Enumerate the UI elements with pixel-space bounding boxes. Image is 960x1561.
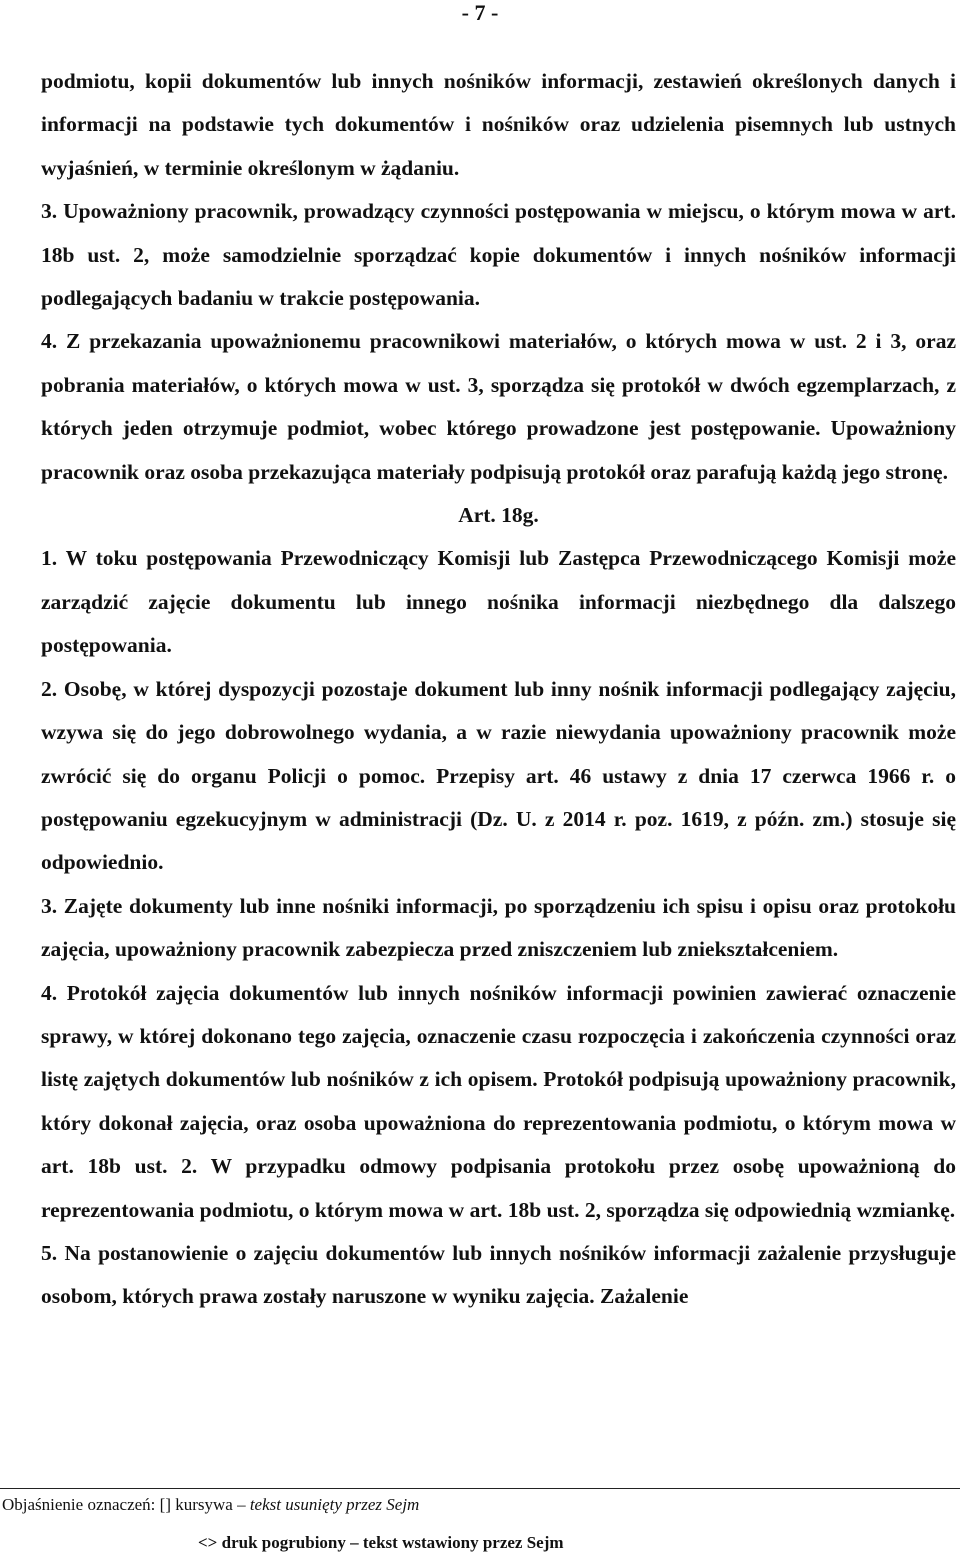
legend-inserted-desc: tekst wstawiony przez Sejm (362, 1533, 564, 1552)
legend-inserted-marker: <> druk pogrubiony (198, 1533, 346, 1552)
article-paragraph-4: 4. Protokół zajęcia dokumentów lub innych nośników informacji powinien zawierać oznaczenie sprawy, w której dokonano tego zajęcia, oznaczenie czasu rozpoczęcia i zakończenia czynności oraz listę zajętych dokumentów lub nośników z ich opisem. Protokół podpisują upoważniony pracownik, który dokonał zajęcia, oraz osoba upoważniona do reprezentowania podmiotu, o którym mowa w art. 18b ust. 2. W przypadku odmowy podpisania protokołu przez osobę upoważnioną do reprezentowania podmiotu, o którym mowa w art. 18b ust. 2, sporządza się odpowiednią wzmiankę. (41, 980, 956, 1222)
legend-deleted-marker: [] kursywa (159, 1495, 233, 1514)
article-paragraph-5: 5. Na postanowienie o zajęciu dokumentów lub innych nośników informacji zażalenie przysługuje osobom, których prawa zostały naruszone w wyniku zajęcia. Zażalenie (41, 1240, 956, 1309)
paragraph-item-3: 3. Upoważniony pracownik, prowadzący czynności postępowania w miejscu, o którym mowa w art. 18b ust. 2, może samodzielnie sporządzać kopie dokumentów i innych nośników informacji podlegających badaniu w trakcie postępowania. (41, 199, 956, 311)
paragraph-continuation: podmiotu, kopii dokumentów lub innych nośników informacji, zestawień określonych danych i informacji na podstawie tych dokumentów i nośników oraz udzielenia pisemnych lub ustnych wyjaśnień, w terminie określonym w żądaniu. (41, 69, 956, 180)
legend-label: Objaśnienie oznaczeń: (2, 1495, 156, 1514)
legend-dash: – (350, 1533, 359, 1552)
legend-dash: – (237, 1495, 246, 1514)
article-heading: Art. 18g. (458, 503, 539, 528)
article-paragraph-3: 3. Zajęte dokumenty lub inne nośniki informacji, po sporządzeniu ich spisu i opisu oraz protokołu zajęcia, upoważniony pracownik zabezpiecza przed zniszczeniem lub zniekształceniem. (41, 893, 956, 962)
article-paragraph-1: 1. W toku postępowania Przewodniczący Komisji lub Zastępca Przewodniczącego Komisji może zarządzić zajęcie dokumentu lub innego nośnika informacji niezbędnego dla dalszego postępowania. (41, 546, 956, 658)
legend-line-deleted (2, 1495, 419, 1515)
legend-footer (0, 1488, 960, 1552)
page-number: - 7 - (461, 0, 499, 25)
paragraph-item-4: 4. Z przekazania upoważnionemu pracownikowi materiałów, o których mowa w ust. 2 i 3, oraz pobrania materiałów, o których mowa w ust. 3, sporządza się protokół w dwóch egzemplarzach, z których jeden otrzymuje podmiot, wobec którego prowadzone jest postępowanie. Upoważniony pracownik oraz osoba przekazująca materiały podpisują protokół oraz parafują każdą jego stronę. (41, 329, 956, 484)
document-body (41, 60, 956, 1319)
legend-line-inserted (198, 1533, 564, 1553)
legend-deleted-desc: tekst usunięty przez Sejm (249, 1495, 420, 1514)
article-paragraph-2: 2. Osobę, w której dyspozycji pozostaje dokument lub inny nośnik informacji podlegający zajęciu, wzywa się do jego dobrowolnego wydania, a w razie niewydania upoważniony pracownik może zwrócić się do organu Policji o pomoc. Przepisy art. 46 ustawy z dnia 17 czerwca 1966 r. o postępowaniu egzekucyjnym w administracji (Dz. U. z 2014 r. poz. 1619, z późn. zm.) stosuje się odpowiednio. (41, 676, 956, 875)
